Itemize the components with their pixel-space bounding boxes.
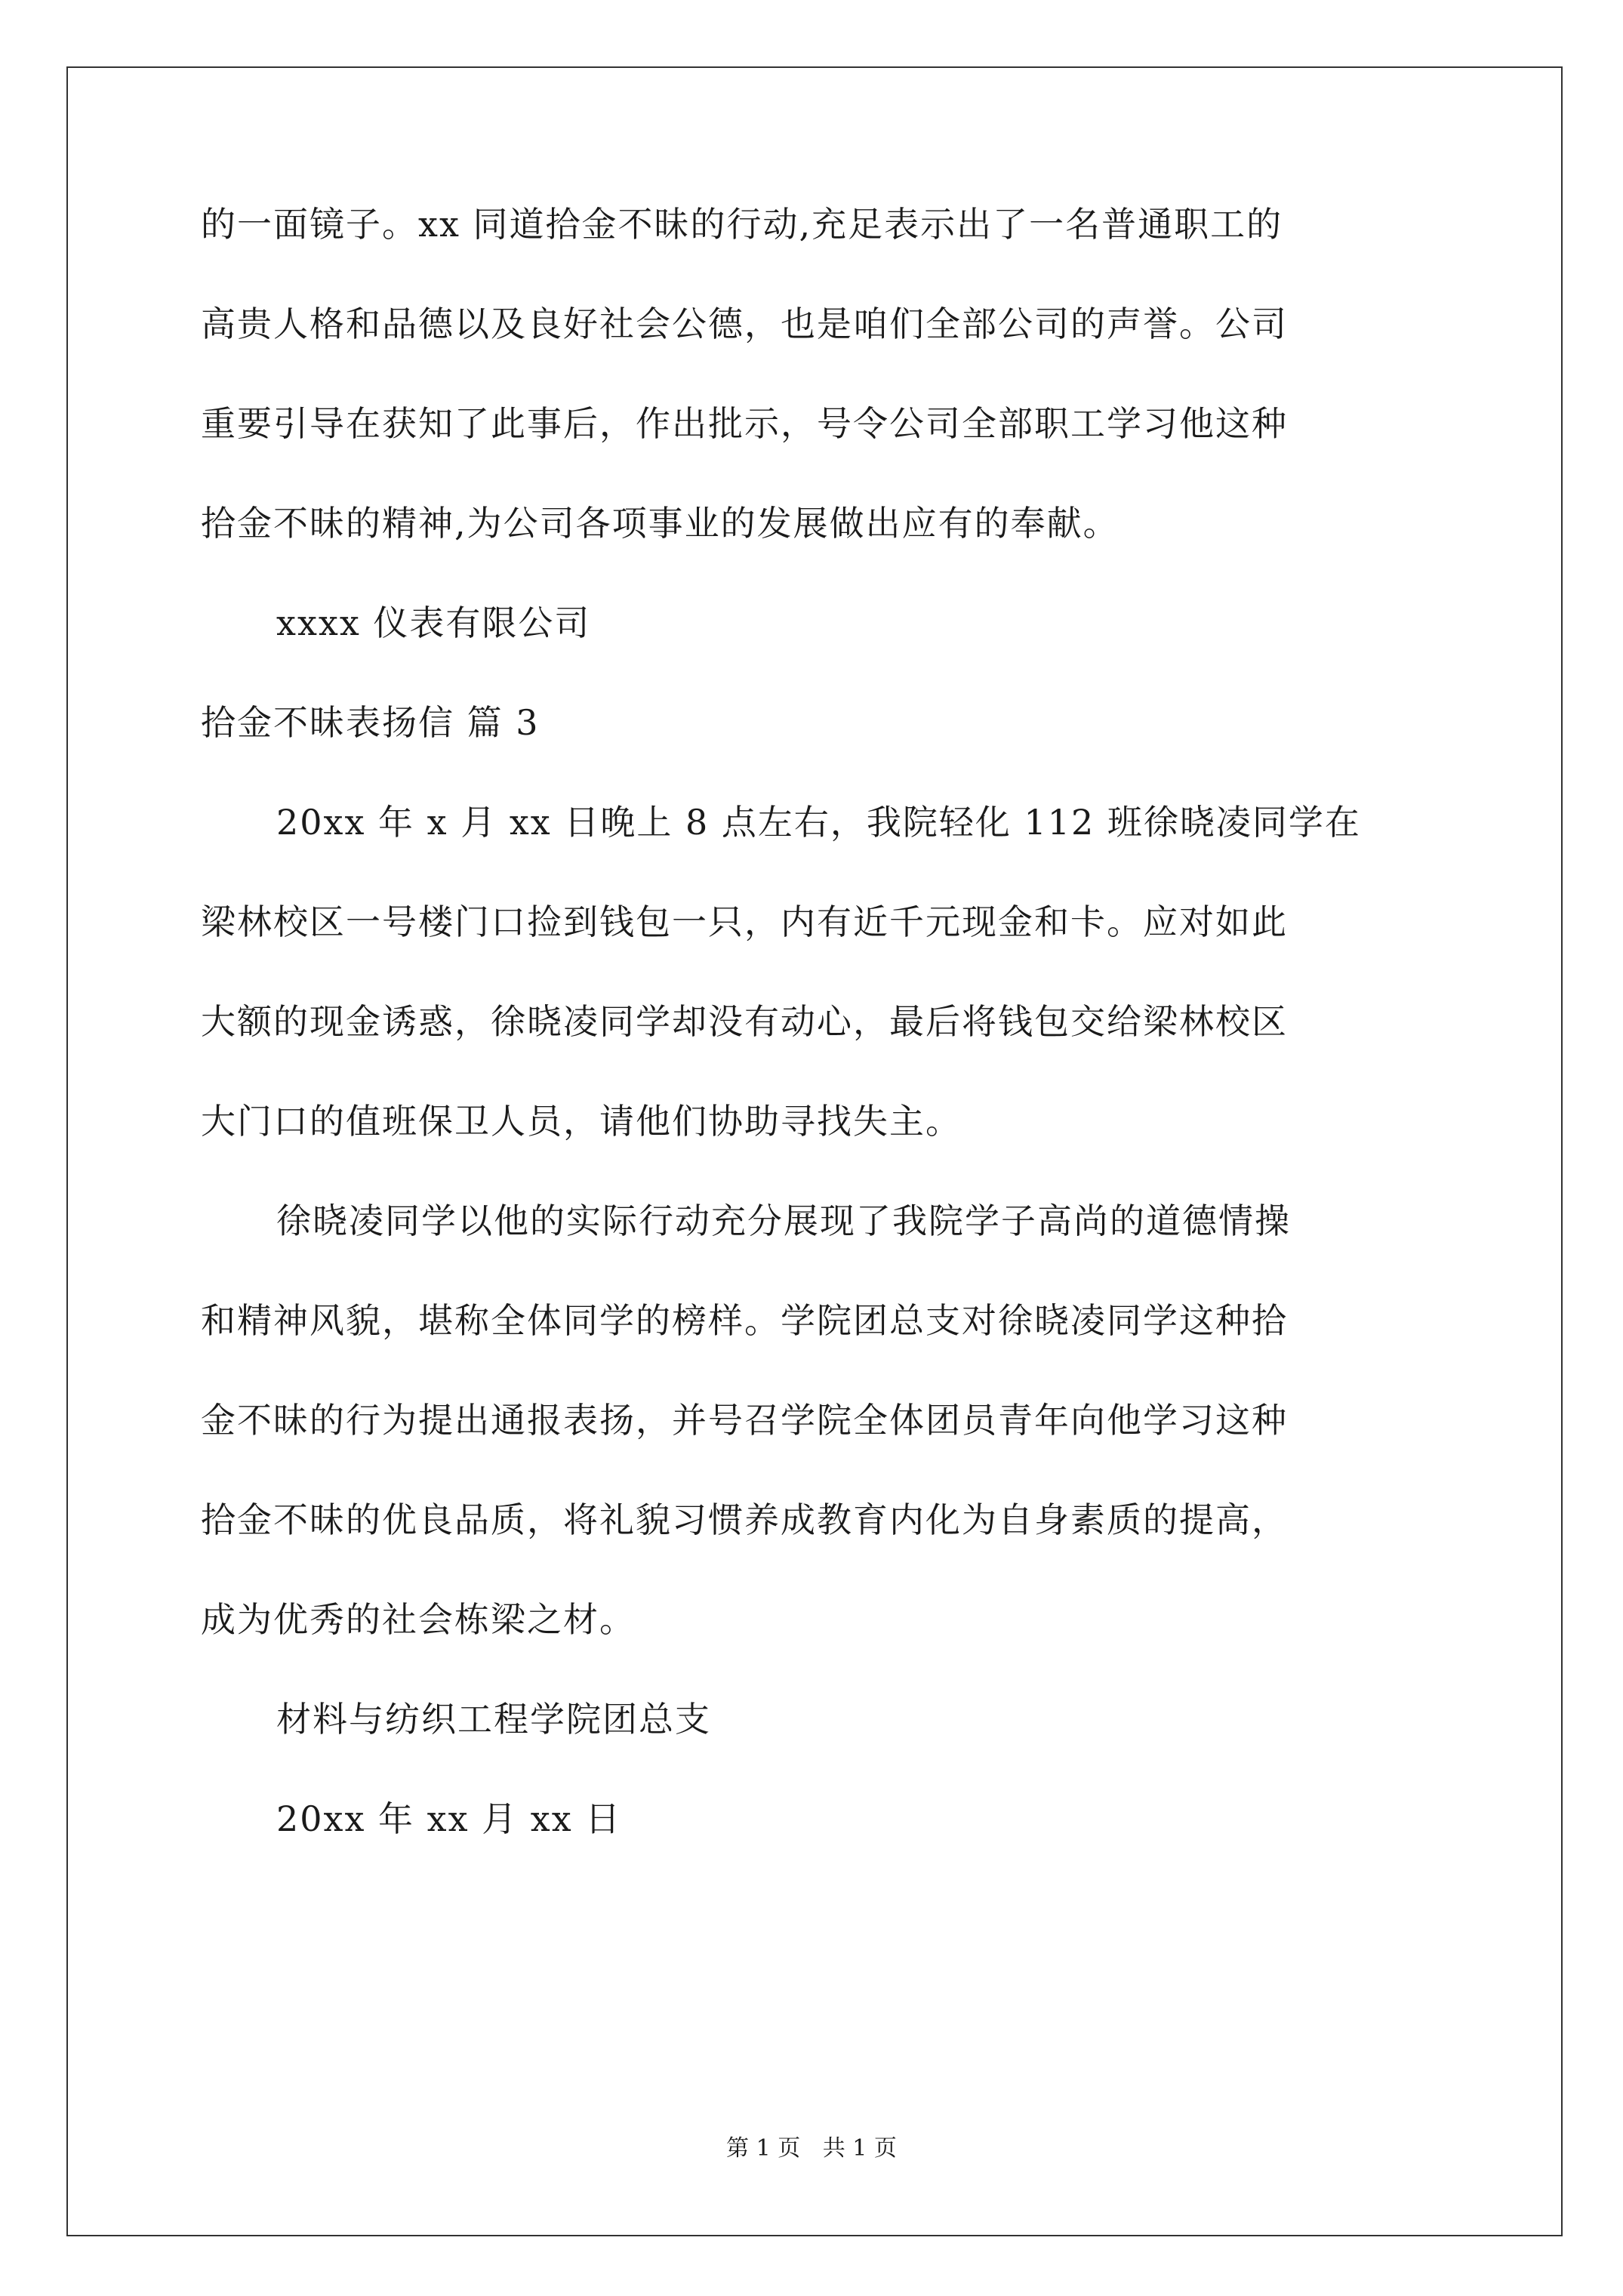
paragraph-line: 梁林校区一号楼门口捡到钱包一只，内有近千元现金和卡。应对如此	[201, 901, 1288, 942]
paragraph-line: 20xx 年 x 月 xx 日晚上 8 点左右，我院轻化 112 班徐晓凌同学在	[276, 802, 1361, 843]
company-signature: xxxx 仪表有限公司	[276, 603, 591, 643]
paragraph-line: 重要引导在获知了此事后，作出批示，号令公司全部职工学习他这种	[201, 403, 1288, 444]
paragraph-line: 徐晓凌同学以他的实际行动充分展现了我院学子高尚的道德情操	[276, 1200, 1291, 1241]
paragraph-line: 和精神风貌，堪称全体同学的榜样。学院团总支对徐晓凌同学这种拾	[201, 1300, 1288, 1341]
page-number: 第 1 页	[726, 2135, 801, 2162]
page-footer	[0, 2134, 1623, 2164]
paragraph-line: 拾金不昧的精神,为公司各项事业的发展做出应有的奉献。	[201, 503, 1119, 544]
paragraph-line: 的一面镜子。xx 同道拾金不昧的行动,充足表示出了一名普通职工的	[201, 204, 1283, 245]
section-heading: 拾金不昧表扬信 篇 3	[201, 702, 540, 743]
page-total: 共 1 页	[822, 2135, 897, 2162]
paragraph-line: 成为优秀的社会栋梁之材。	[201, 1599, 636, 1640]
paragraph-line: 金不昧的行为提出通报表扬，并号召学院全体团员青年向他学习这种	[201, 1400, 1288, 1441]
paragraph-line: 大门口的值班保卫人员，请他们协助寻找失主。	[201, 1101, 962, 1142]
paragraph-line: 高贵人格和品德以及良好社会公德，也是咱们全部公司的声誉。公司	[201, 304, 1288, 344]
paragraph-line: 大额的现金诱惑，徐晓凌同学却没有动心，最后将钱包交给梁林校区	[201, 1001, 1288, 1042]
paragraph-line: 拾金不昧的优良品质，将礼貌习惯养成教育内化为自身素质的提高，	[201, 1499, 1288, 1540]
organization-signature: 材料与纺织工程学院团总支	[276, 1699, 711, 1740]
page-frame	[66, 66, 1563, 2236]
signature-date: 20xx 年 xx 月 xx 日	[276, 1798, 622, 1839]
